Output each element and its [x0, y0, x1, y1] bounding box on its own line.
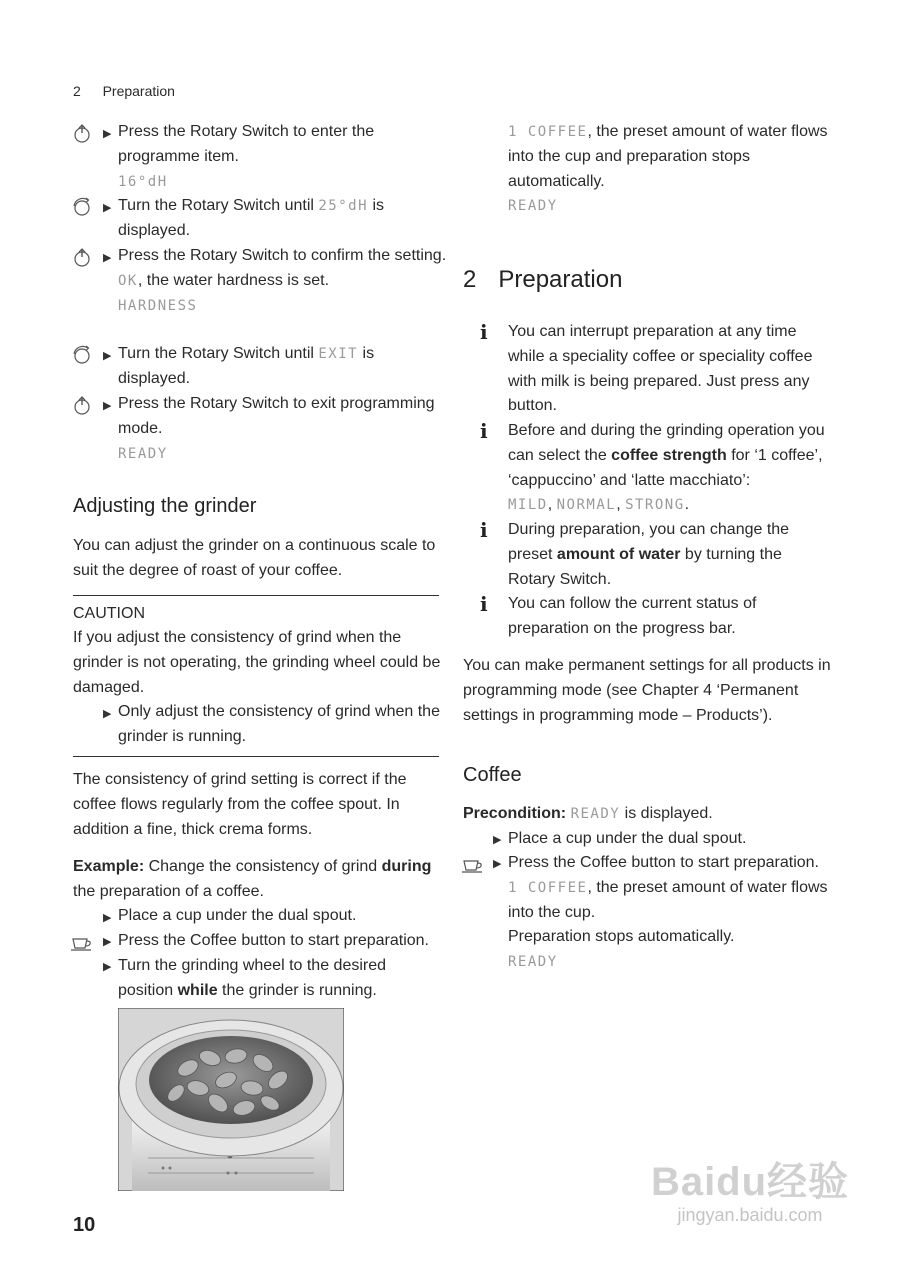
info-bold: amount of water	[556, 545, 681, 563]
grinder-heading: Adjusting the grinder	[73, 495, 257, 517]
example-bold: during	[381, 858, 432, 875]
example-paragraph	[73, 855, 443, 905]
step-text: , the preset amount of water flows into the cup and preparation stops automatically.	[508, 123, 828, 190]
coffee-step-cup: Place a cup under the dual spout.	[508, 830, 747, 847]
step-bold: while	[177, 981, 218, 999]
caution-label: CAUTION	[73, 605, 145, 622]
info-icon: i	[480, 320, 488, 344]
info-bold: coffee strength	[611, 446, 727, 464]
bullet-triangle-icon: ▶	[103, 912, 112, 924]
page-number: 10	[73, 1214, 96, 1236]
display-text: OK	[118, 272, 138, 289]
example-label: Example:	[73, 858, 145, 875]
watermark	[640, 1150, 860, 1226]
separator: ,	[616, 496, 626, 514]
display-text: READY	[118, 445, 168, 462]
step-text: Turn the grinding wheel to the desired position	[118, 957, 387, 999]
bullet-triangle-icon: ▶	[103, 961, 112, 973]
step-press-exit	[118, 392, 448, 466]
grinder-intro: You can adjust the grinder on a continuous scale to suit the degree of roast of your coffee.	[73, 537, 436, 579]
caution-text: If you adjust the consistency of grind when the grinder is not operating, the grinding wheel could be damaged.	[73, 629, 441, 696]
grinder-photo	[118, 1008, 344, 1191]
rotary-press-icon	[71, 247, 93, 269]
display-text: STRONG	[625, 497, 685, 514]
divider	[73, 595, 439, 596]
caution-step: Only adjust the consistency of grind when the grinder is running.	[118, 703, 440, 745]
step-text: Preparation stops automatically.	[508, 928, 735, 946]
rotary-press-icon	[71, 395, 93, 417]
info-icon: i	[480, 518, 488, 542]
display-text: HARDNESS	[118, 297, 198, 314]
running-header	[73, 79, 175, 104]
info-text: Before and during the grinding operation you can select the	[508, 422, 825, 464]
step-text: is displayed.	[118, 197, 385, 239]
step-text: is displayed.	[118, 345, 375, 387]
section-number: 2	[463, 266, 477, 293]
coffee-heading: Coffee	[463, 764, 522, 786]
bullet-triangle-icon: ▶	[103, 350, 112, 362]
example-step-turn-wheel	[118, 954, 438, 1004]
section-title: Preparation	[498, 266, 623, 293]
separator: .	[684, 496, 690, 514]
coffee-step-press	[508, 851, 838, 975]
step-text: , the preset amount of water flows into the cup.	[508, 878, 828, 921]
precondition	[463, 802, 833, 827]
info-text: for ‘1 coffee’, ‘cappuccino’ and ‘latte macchiato’:	[508, 446, 823, 489]
rotary-turn-icon	[71, 345, 93, 367]
bullet-triangle-icon: ▶	[493, 858, 502, 870]
grind-correct-text: The consistency of grind setting is correct if the coffee flows regularly from the coffee spout. In addition a fine, thick crema forms.	[73, 771, 407, 838]
info-coffee-strength	[508, 419, 828, 518]
step-text: Turn the Rotary Switch until	[118, 197, 319, 214]
step-text: , the water hardness is set.	[137, 271, 330, 289]
bullet-triangle-icon: ▶	[103, 252, 112, 264]
bullet-triangle-icon: ▶	[493, 834, 502, 846]
step-text: the grinder is running.	[217, 981, 377, 999]
display-text: READY	[508, 198, 558, 215]
info-progress-bar: You can follow the current status of preparation on the progress bar.	[508, 595, 757, 637]
display-text: 16°dH	[118, 173, 168, 190]
info-text: by turning the Rotary Switch.	[508, 545, 782, 588]
bullet-triangle-icon: ▶	[103, 708, 112, 720]
info-amount-water	[508, 518, 828, 592]
bullet-triangle-icon: ▶	[103, 202, 112, 214]
watermark-logo: Baidu经验	[650, 1160, 850, 1204]
chapter-number: 2	[73, 83, 81, 99]
step-turn-25dh	[118, 194, 448, 244]
section-heading	[463, 266, 622, 294]
example-text: Change the consistency of grind	[144, 858, 382, 875]
step-text: Press the Rotary Switch to enter the programme item.	[118, 123, 375, 165]
info-text: During preparation, you can change the preset	[508, 521, 790, 563]
divider	[73, 756, 439, 757]
display-text: 1 COFFEE	[508, 124, 588, 140]
info-interrupt: You can interrupt preparation at any time while a speciality coffee or speciality coffee with milk is being prepared. Just press any button.	[508, 323, 813, 415]
precondition-text: is displayed.	[620, 805, 713, 822]
display-text: EXIT	[318, 346, 359, 362]
step-press-confirm	[118, 244, 448, 318]
display-text: NORMAL	[556, 497, 617, 514]
info-icon: i	[480, 592, 488, 616]
display-text: READY	[570, 806, 621, 822]
step-text: Press the Rotary Switch to confirm the setting.	[118, 247, 447, 264]
bullet-triangle-icon: ▶	[103, 400, 112, 412]
right-top-result	[508, 120, 828, 219]
display-text: READY	[508, 954, 558, 971]
precondition-label: Precondition:	[463, 805, 567, 822]
step-press-enter	[118, 120, 448, 194]
separator: ,	[547, 496, 557, 514]
rotary-turn-icon	[71, 197, 93, 219]
rotary-press-icon	[71, 123, 93, 145]
bullet-triangle-icon: ▶	[103, 128, 112, 140]
step-text: Press the Rotary Switch to exit programming mode.	[118, 395, 435, 437]
display-text: 1 COFFEE	[508, 879, 588, 896]
example-step-press-coffee: Press the Coffee button to start preparation.	[118, 932, 429, 949]
chapter-title: Preparation	[102, 83, 175, 99]
coffee-cup-icon	[462, 853, 488, 875]
bullet-triangle-icon: ▶	[103, 936, 112, 948]
coffee-cup-icon	[71, 931, 97, 953]
display-text: 25°dH	[318, 198, 369, 214]
info-icon: i	[480, 419, 488, 443]
watermark-url: jingyan.baidu.com	[677, 1205, 823, 1225]
example-step-cup: Place a cup under the dual spout.	[118, 907, 357, 924]
step-turn-exit	[118, 342, 448, 392]
example-text: the preparation of a coffee.	[73, 882, 264, 900]
step-text: Turn the Rotary Switch until	[118, 345, 319, 362]
permanent-settings-text: You can make permanent settings for all products in programming mode (see Chapter 4 ‘Permanent settings in programming mode – Products’).	[463, 657, 831, 724]
step-text: Press the Coffee button to start preparation.	[508, 854, 819, 871]
display-text: MILD	[508, 497, 548, 514]
